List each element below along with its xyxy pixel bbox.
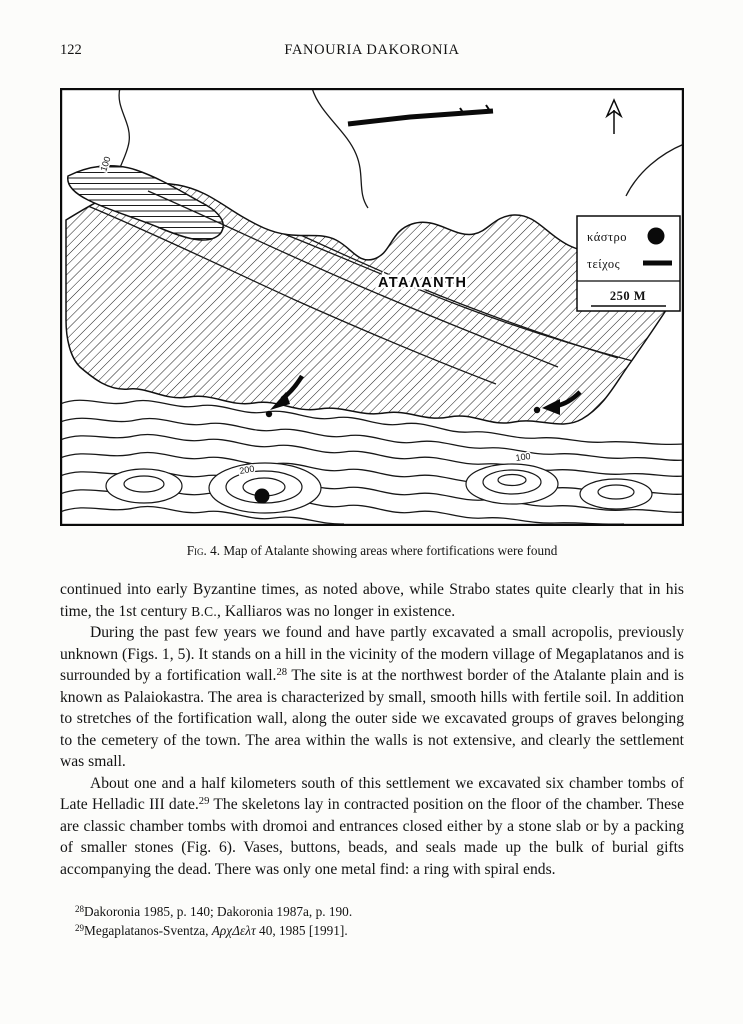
contour-label-100-right: 100 [514,450,532,463]
figure-caption-text: Map of Atalante showing areas where fortifications were found [220,543,558,558]
footnote-28: $^{28}$Dakoronia 1985, p. 140; Dakoronia 1987a, p. 190. [75,903,353,919]
kastro-dot [255,489,270,504]
legend-kastro-label: κάστρο [587,230,627,244]
page-header [60,42,684,62]
legend-kastro-icon [648,228,665,245]
figure-4 [60,88,684,559]
contour-label-200: 200 [238,463,256,476]
body-paragraph-1: continued into early Byzantine times, as noted above, while Strabo states quite clearly that in his time, the 1st century B.C., Kalliaros was no longer in existence. [60,581,684,620]
legend-box [577,216,680,311]
footnote-29: $^{29}$Megaplatanos-Sventza, ΑρχΔελτ 40, 1985 [1991]. [75,922,348,938]
map-frame [60,88,684,526]
site-dot-1 [266,411,272,417]
body-text [60,579,684,880]
atalante-map [60,88,684,526]
scale-label: 250 M [609,289,647,303]
contour-label-100-left: 100 [98,155,113,173]
site-dot-2 [534,407,540,413]
running-head: FANOURIA DAKORONIA [284,42,460,58]
footnotes [60,902,684,940]
page-number: 122 [60,42,82,58]
figure-caption-label: Fig. 4. [186,543,221,558]
legend-teichos-label: τείχος [587,257,621,271]
town-label-atalanti: ΑΤΑΛΑΝΤΗ [378,275,468,291]
figure-caption [60,543,684,559]
body-paragraph-3: About one and a half kilometers south of this settlement we excavated six chamber tombs of Late Helladic III date.$^{29}$ The skeletons lay in contracted position on the floor of the chamber. These are classic chamber tombs with dromoi and entrances closed either by a stone slab or by a packing of smaller stones (Fig. 6). Vases, buttons, beads, and seals made up the bulk of burial gifts accompanying the dead. There was only one metal find: a ring with spiral ends. [60,774,684,878]
body-paragraph-2: During the past few years we found and have partly excavated a small acropolis, previously unknown (Figs. 1, 5). It stands on a hill in the vicinity of the modern village of Megaplatanos and is surrounded by a fortification wall.$^{28}$ The site is at the northwest border of the Atalante plain and is known as Palaiokastra. The area is characterized by small, smooth hills with fertile soil. In addition to stretches of the fortification wall, along the outer side we excavated groups of graves belonging to the cemetery of the town. The area within the walls is not extensive, and clearly the settlement was small. [60,624,684,770]
